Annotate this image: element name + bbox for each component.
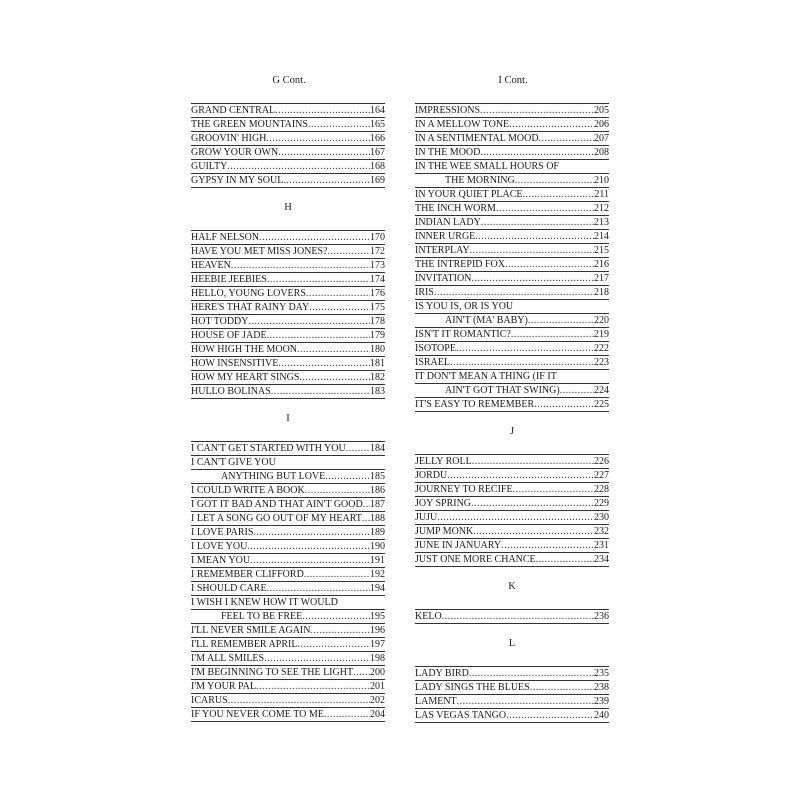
entry-title: I WISH I KNEW HOW IT WOULD <box>191 597 338 608</box>
entry-title: JUJU <box>415 512 438 523</box>
index-list <box>415 609 609 624</box>
dot-leader <box>247 541 370 553</box>
entry-page-number: 220 <box>594 315 609 326</box>
index-list <box>191 230 385 399</box>
dot-leader <box>324 709 370 721</box>
entry-title: IMPRESSIONS <box>415 105 481 116</box>
entry-title: KELO <box>415 611 442 622</box>
dot-leader <box>259 232 370 244</box>
index-entry <box>191 484 385 498</box>
index-entry <box>415 539 609 553</box>
dot-leader <box>297 344 370 356</box>
index-entry <box>191 582 385 596</box>
index-entry <box>415 230 609 244</box>
dot-leader <box>305 485 370 497</box>
entry-page-number: 176 <box>370 288 385 299</box>
entry-page-number: 198 <box>370 653 385 664</box>
index-entry <box>191 301 385 315</box>
entry-page-number: 225 <box>594 399 609 410</box>
index-entry <box>191 343 385 357</box>
entry-title: GROOVIN' HIGH <box>191 133 267 144</box>
entry-page-number: 170 <box>370 232 385 243</box>
entry-page-number: 232 <box>594 526 609 537</box>
index-entry <box>415 525 609 539</box>
index-entry <box>415 553 609 567</box>
dot-leader <box>450 357 594 369</box>
entry-title: I CAN'T GIVE YOU <box>191 457 276 468</box>
entry-title: I LET A SONG GO OUT OF MY HEART <box>191 513 362 524</box>
dot-leader <box>534 399 594 411</box>
entry-title: INVITATION <box>415 273 472 284</box>
dot-leader <box>536 554 594 566</box>
dot-leader <box>471 498 594 510</box>
index-entry <box>415 314 609 328</box>
index-list <box>191 441 385 722</box>
dot-leader <box>456 343 594 355</box>
entry-title: I'M BEGINNING TO SEE THE LIGHT <box>191 667 354 678</box>
dot-leader <box>310 625 370 637</box>
entry-page-number: 184 <box>370 443 385 454</box>
index-entry <box>191 708 385 722</box>
section-letter-heading: L <box>508 638 516 649</box>
dot-leader <box>278 147 370 159</box>
dot-leader <box>362 513 370 525</box>
entry-page-number: 186 <box>370 485 385 496</box>
index-entry <box>415 118 609 132</box>
entry-title: I LOVE YOU <box>191 541 248 552</box>
index-entry <box>191 554 385 568</box>
left-column <box>191 74 385 722</box>
index-list <box>415 666 609 723</box>
index-entry <box>191 526 385 540</box>
index-entry <box>415 384 609 398</box>
index-entry <box>415 132 609 146</box>
dot-leader <box>469 668 594 680</box>
index-entry <box>191 146 385 160</box>
index-entry <box>415 258 609 272</box>
entry-title: GRAND CENTRAL <box>191 105 276 116</box>
entry-page-number: 223 <box>594 357 609 368</box>
entry-page-number: 167 <box>370 147 385 158</box>
index-entry <box>191 694 385 708</box>
entry-title: LADY BIRD <box>415 668 469 679</box>
entry-page-number: 207 <box>594 133 609 144</box>
entry-title: HALF NELSON <box>191 232 260 243</box>
dot-leader <box>283 175 370 187</box>
entry-title: I'M ALL SMILES <box>191 653 265 664</box>
entry-title: HEEBIE JEEBIES <box>191 274 267 285</box>
entry-title: IRIS <box>415 287 434 298</box>
index-list <box>415 454 609 567</box>
section-letter-heading: J <box>509 426 515 437</box>
dot-leader <box>513 484 594 496</box>
right-column <box>415 74 609 723</box>
index-entry <box>415 681 609 695</box>
dot-leader <box>256 681 370 693</box>
index-entry <box>191 470 385 484</box>
entry-title: I'LL NEVER SMILE AGAIN <box>191 625 311 636</box>
dot-leader <box>250 555 370 567</box>
index-entry <box>415 695 609 709</box>
entry-page-number: 202 <box>370 695 385 706</box>
entry-title: INNER URGE <box>415 231 476 242</box>
index-entry <box>191 104 385 118</box>
entry-title: I CAN'T GET STARTED WITH YOU <box>191 443 346 454</box>
index-entry <box>191 315 385 329</box>
dot-leader <box>530 682 594 694</box>
entry-page-number: 210 <box>594 175 609 186</box>
dot-leader <box>278 358 370 370</box>
dot-leader <box>308 119 370 131</box>
index-entry <box>191 371 385 385</box>
index-entry <box>191 357 385 371</box>
entry-title: JUMP MONK <box>415 526 474 537</box>
index-entry <box>191 287 385 301</box>
dot-leader <box>505 259 594 271</box>
entry-title: I COULD WRITE A BOOK <box>191 485 305 496</box>
index-entry <box>415 610 609 624</box>
index-entry <box>191 118 385 132</box>
index-entry <box>415 667 609 681</box>
entry-page-number: 197 <box>370 639 385 650</box>
dot-leader <box>253 527 370 539</box>
entry-title: JOY SPRING <box>415 498 472 509</box>
dot-leader <box>509 119 594 131</box>
dot-leader <box>275 105 370 117</box>
entry-title: LAS VEGAS TANGO <box>415 710 507 721</box>
entry-page-number: 227 <box>594 470 609 481</box>
entry-page-number: 206 <box>594 119 609 130</box>
entry-title: HOW HIGH THE MOON <box>191 344 298 355</box>
entry-page-number: 240 <box>594 710 609 721</box>
entry-page-number: 185 <box>370 471 385 482</box>
entry-title: IF YOU NEVER COME TO ME <box>191 709 324 720</box>
entry-title: ANYTHING BUT LOVE <box>221 471 326 482</box>
index-list <box>191 103 385 188</box>
entry-page-number: 216 <box>594 259 609 270</box>
index-entry <box>191 174 385 188</box>
entry-page-number: 196 <box>370 625 385 636</box>
index-entry <box>191 652 385 666</box>
dot-leader <box>325 471 370 483</box>
dot-leader <box>299 372 370 384</box>
entry-page-number: 172 <box>370 246 385 257</box>
index-entry <box>191 610 385 624</box>
index-entry <box>415 398 609 412</box>
entry-title: AIN'T GOT THAT SWING) <box>445 385 560 396</box>
dot-leader <box>363 499 370 511</box>
dot-leader <box>306 288 370 300</box>
entry-title: ISRAEL <box>415 357 450 368</box>
entry-title: IN A SENTIMENTAL MOOD <box>415 133 539 144</box>
entry-title: HULLO BOLINAS <box>191 386 271 397</box>
entry-page-number: 181 <box>370 358 385 369</box>
entry-page-number: 230 <box>594 512 609 523</box>
entry-page-number: 239 <box>594 696 609 707</box>
index-entry <box>415 469 609 483</box>
dot-leader <box>560 385 594 397</box>
dot-leader <box>496 203 594 215</box>
entry-title: AIN'T (MA' BABY) <box>445 315 528 326</box>
index-list <box>415 103 609 412</box>
dot-leader <box>511 329 594 341</box>
index-entry <box>415 272 609 286</box>
index-entry <box>415 174 609 188</box>
entry-page-number: 166 <box>370 133 385 144</box>
entry-title: IT'S EASY TO REMEMBER <box>415 399 535 410</box>
entry-page-number: 168 <box>370 161 385 172</box>
entry-title: IN YOUR QUIET PLACE <box>415 189 523 200</box>
entry-page-number: 187 <box>370 499 385 510</box>
dot-leader <box>471 273 594 285</box>
entry-title: HERE'S THAT RAINY DAY <box>191 302 310 313</box>
index-entry <box>415 286 609 300</box>
entry-page-number: 215 <box>594 245 609 256</box>
entry-page-number: 212 <box>594 203 609 214</box>
index-entry <box>415 356 609 370</box>
entry-page-number: 191 <box>370 555 385 566</box>
index-entry <box>191 498 385 512</box>
index-entry <box>191 273 385 287</box>
dot-leader <box>501 540 594 552</box>
index-entry <box>191 385 385 399</box>
entry-page-number: 174 <box>370 274 385 285</box>
dot-leader <box>309 302 370 314</box>
entry-page-number: 217 <box>594 273 609 284</box>
index-entry <box>191 231 385 245</box>
dot-leader <box>480 147 594 159</box>
dot-leader <box>515 175 594 187</box>
entry-title: IN THE MOOD <box>415 147 481 158</box>
index-entry <box>191 259 385 273</box>
index-entry <box>415 328 609 342</box>
entry-title: INTERPLAY <box>415 245 470 256</box>
entry-title: HOW INSENSITIVE <box>191 358 279 369</box>
entry-page-number: 222 <box>594 343 609 354</box>
entry-page-number: 192 <box>370 569 385 580</box>
entry-title: IS YOU IS, OR IS YOU <box>415 301 514 312</box>
entry-page-number: 234 <box>594 554 609 565</box>
index-entry <box>191 456 385 470</box>
entry-title: LAMENT <box>415 696 457 707</box>
index-entry <box>191 540 385 554</box>
entry-title: IN A MELLOW TONE <box>415 119 510 130</box>
entry-page-number: 175 <box>370 302 385 313</box>
entry-page-number: 190 <box>370 541 385 552</box>
entry-page-number: 194 <box>370 583 385 594</box>
entry-page-number: 226 <box>594 456 609 467</box>
entry-title: INDIAN LADY <box>415 217 481 228</box>
entry-title: GROW YOUR OWN <box>191 147 279 158</box>
index-entry <box>415 342 609 356</box>
dot-leader <box>447 470 594 482</box>
dot-leader <box>304 569 370 581</box>
entry-page-number: 235 <box>594 668 609 679</box>
entry-page-number: 213 <box>594 217 609 228</box>
dot-leader <box>267 274 370 286</box>
dot-leader <box>302 611 370 623</box>
entry-page-number: 188 <box>370 513 385 524</box>
entry-title: I'LL REMEMBER APRIL <box>191 639 298 650</box>
index-entry <box>415 709 609 723</box>
entry-title: ISOTOPE <box>415 343 456 354</box>
entry-title: JORDU <box>415 470 448 481</box>
entry-title: HOW MY HEART SINGS <box>191 372 300 383</box>
index-entry <box>415 511 609 525</box>
entry-title: ICARUS <box>191 695 228 706</box>
index-entry <box>415 188 609 202</box>
entry-title: I MEAN YOU <box>191 555 251 566</box>
dot-leader <box>472 456 594 468</box>
dot-leader <box>437 512 594 524</box>
dot-leader <box>473 526 594 538</box>
index-entry <box>191 680 385 694</box>
entry-page-number: 165 <box>370 119 385 130</box>
entry-title: GUILTY <box>191 161 228 172</box>
entry-title: FEEL TO BE FREE <box>221 611 303 622</box>
column-header: G Cont. <box>272 75 306 86</box>
entry-title: THE INCH WORM <box>415 203 496 214</box>
dot-leader <box>266 133 370 145</box>
dot-leader <box>480 105 594 117</box>
dot-leader <box>271 386 370 398</box>
entry-page-number: 183 <box>370 386 385 397</box>
index-entry <box>191 245 385 259</box>
index-entry <box>415 497 609 511</box>
entry-title: GYPSY IN MY SOUL <box>191 175 284 186</box>
index-entry <box>415 455 609 469</box>
dot-leader <box>442 611 594 623</box>
dot-leader <box>328 246 371 258</box>
section-letter-heading: H <box>284 202 292 213</box>
dot-leader <box>523 189 595 201</box>
entry-page-number: 178 <box>370 316 385 327</box>
entry-page-number: 205 <box>594 105 609 116</box>
entry-title: HELLO, YOUNG LOVERS <box>191 288 306 299</box>
entry-title: HEAVEN <box>191 260 231 271</box>
entry-page-number: 164 <box>370 105 385 116</box>
entry-page-number: 201 <box>370 681 385 692</box>
entry-page-number: 219 <box>594 329 609 340</box>
dot-leader <box>228 695 370 707</box>
entry-page-number: 211 <box>594 189 609 200</box>
entry-title: JOURNEY TO RECIFE <box>415 484 513 495</box>
dot-leader <box>481 217 594 229</box>
entry-page-number: 229 <box>594 498 609 509</box>
dot-leader <box>506 710 594 722</box>
index-entry <box>415 104 609 118</box>
entry-title: THE INTREPID FOX <box>415 259 505 270</box>
dot-leader <box>353 667 370 679</box>
entry-title: JUNE IN JANUARY <box>415 540 502 551</box>
index-entry <box>191 132 385 146</box>
index-entry <box>191 160 385 174</box>
entry-title: IN THE WEE SMALL HOURS OF <box>415 161 559 172</box>
index-entry <box>191 442 385 456</box>
index-entry <box>191 329 385 343</box>
index-entry <box>415 160 609 174</box>
dot-leader <box>470 245 594 257</box>
index-entry <box>415 483 609 497</box>
entry-page-number: 200 <box>370 667 385 678</box>
entry-page-number: 231 <box>594 540 609 551</box>
dot-leader <box>457 696 594 708</box>
entry-page-number: 208 <box>594 147 609 158</box>
dot-leader <box>231 260 370 272</box>
entry-page-number: 228 <box>594 484 609 495</box>
index-entry <box>191 568 385 582</box>
entry-page-number: 169 <box>370 175 385 186</box>
entry-page-number: 173 <box>370 260 385 271</box>
dot-leader <box>539 133 594 145</box>
dot-leader <box>528 315 594 327</box>
entry-title: HOUSE OF JADE <box>191 330 267 341</box>
index-entry <box>191 666 385 680</box>
dot-leader <box>249 316 370 328</box>
index-entry <box>191 596 385 610</box>
entry-page-number: 236 <box>594 611 609 622</box>
entry-page-number: 182 <box>370 372 385 383</box>
index-entry <box>415 244 609 258</box>
entry-title: I LOVE PARIS <box>191 527 254 538</box>
column-header: I Cont. <box>498 75 528 86</box>
index-entry <box>191 512 385 526</box>
entry-title: JUST ONE MORE CHANCE <box>415 554 536 565</box>
dot-leader <box>346 443 370 455</box>
dot-leader <box>297 639 370 651</box>
index-entry <box>191 638 385 652</box>
dot-leader <box>475 231 594 243</box>
section-letter-heading: K <box>508 581 516 592</box>
dot-leader <box>434 287 594 299</box>
entry-page-number: 204 <box>370 709 385 720</box>
dot-leader <box>267 583 370 595</box>
entry-title: HOT TODDY <box>191 316 249 327</box>
entry-title: I'M YOUR PAL <box>191 681 256 692</box>
entry-title: HAVE YOU MET MISS JONES? <box>191 246 328 257</box>
index-entry <box>415 146 609 160</box>
section-letter-heading: I <box>286 413 290 424</box>
index-entry <box>415 202 609 216</box>
entry-title: IT DON'T MEAN A THING (IF IT <box>415 371 557 382</box>
entry-title: LADY SINGS THE BLUES <box>415 682 530 693</box>
entry-page-number: 214 <box>594 231 609 242</box>
entry-title: I GOT IT BAD AND THAT AIN'T GOOD <box>191 499 363 510</box>
entry-title: THE GREEN MOUNTAINS <box>191 119 308 130</box>
index-entry <box>415 370 609 384</box>
index-entry <box>415 300 609 314</box>
index-entry <box>191 624 385 638</box>
entry-page-number: 238 <box>594 682 609 693</box>
dot-leader <box>227 161 370 173</box>
entry-title: ISN'T IT ROMANTIC? <box>415 329 511 340</box>
entry-title: THE MORNING <box>445 175 515 186</box>
entry-page-number: 224 <box>594 385 609 396</box>
entry-page-number: 179 <box>370 330 385 341</box>
dot-leader <box>264 653 370 665</box>
entry-title: I SHOULD CARE <box>191 583 267 594</box>
index-entry <box>415 216 609 230</box>
entry-title: I REMEMBER CLIFFORD <box>191 569 304 580</box>
dot-leader <box>267 330 370 342</box>
entry-page-number: 180 <box>370 344 385 355</box>
entry-title: JELLY ROLL <box>415 456 472 467</box>
entry-page-number: 195 <box>370 611 385 622</box>
entry-page-number: 189 <box>370 527 385 538</box>
entry-page-number: 218 <box>594 287 609 298</box>
